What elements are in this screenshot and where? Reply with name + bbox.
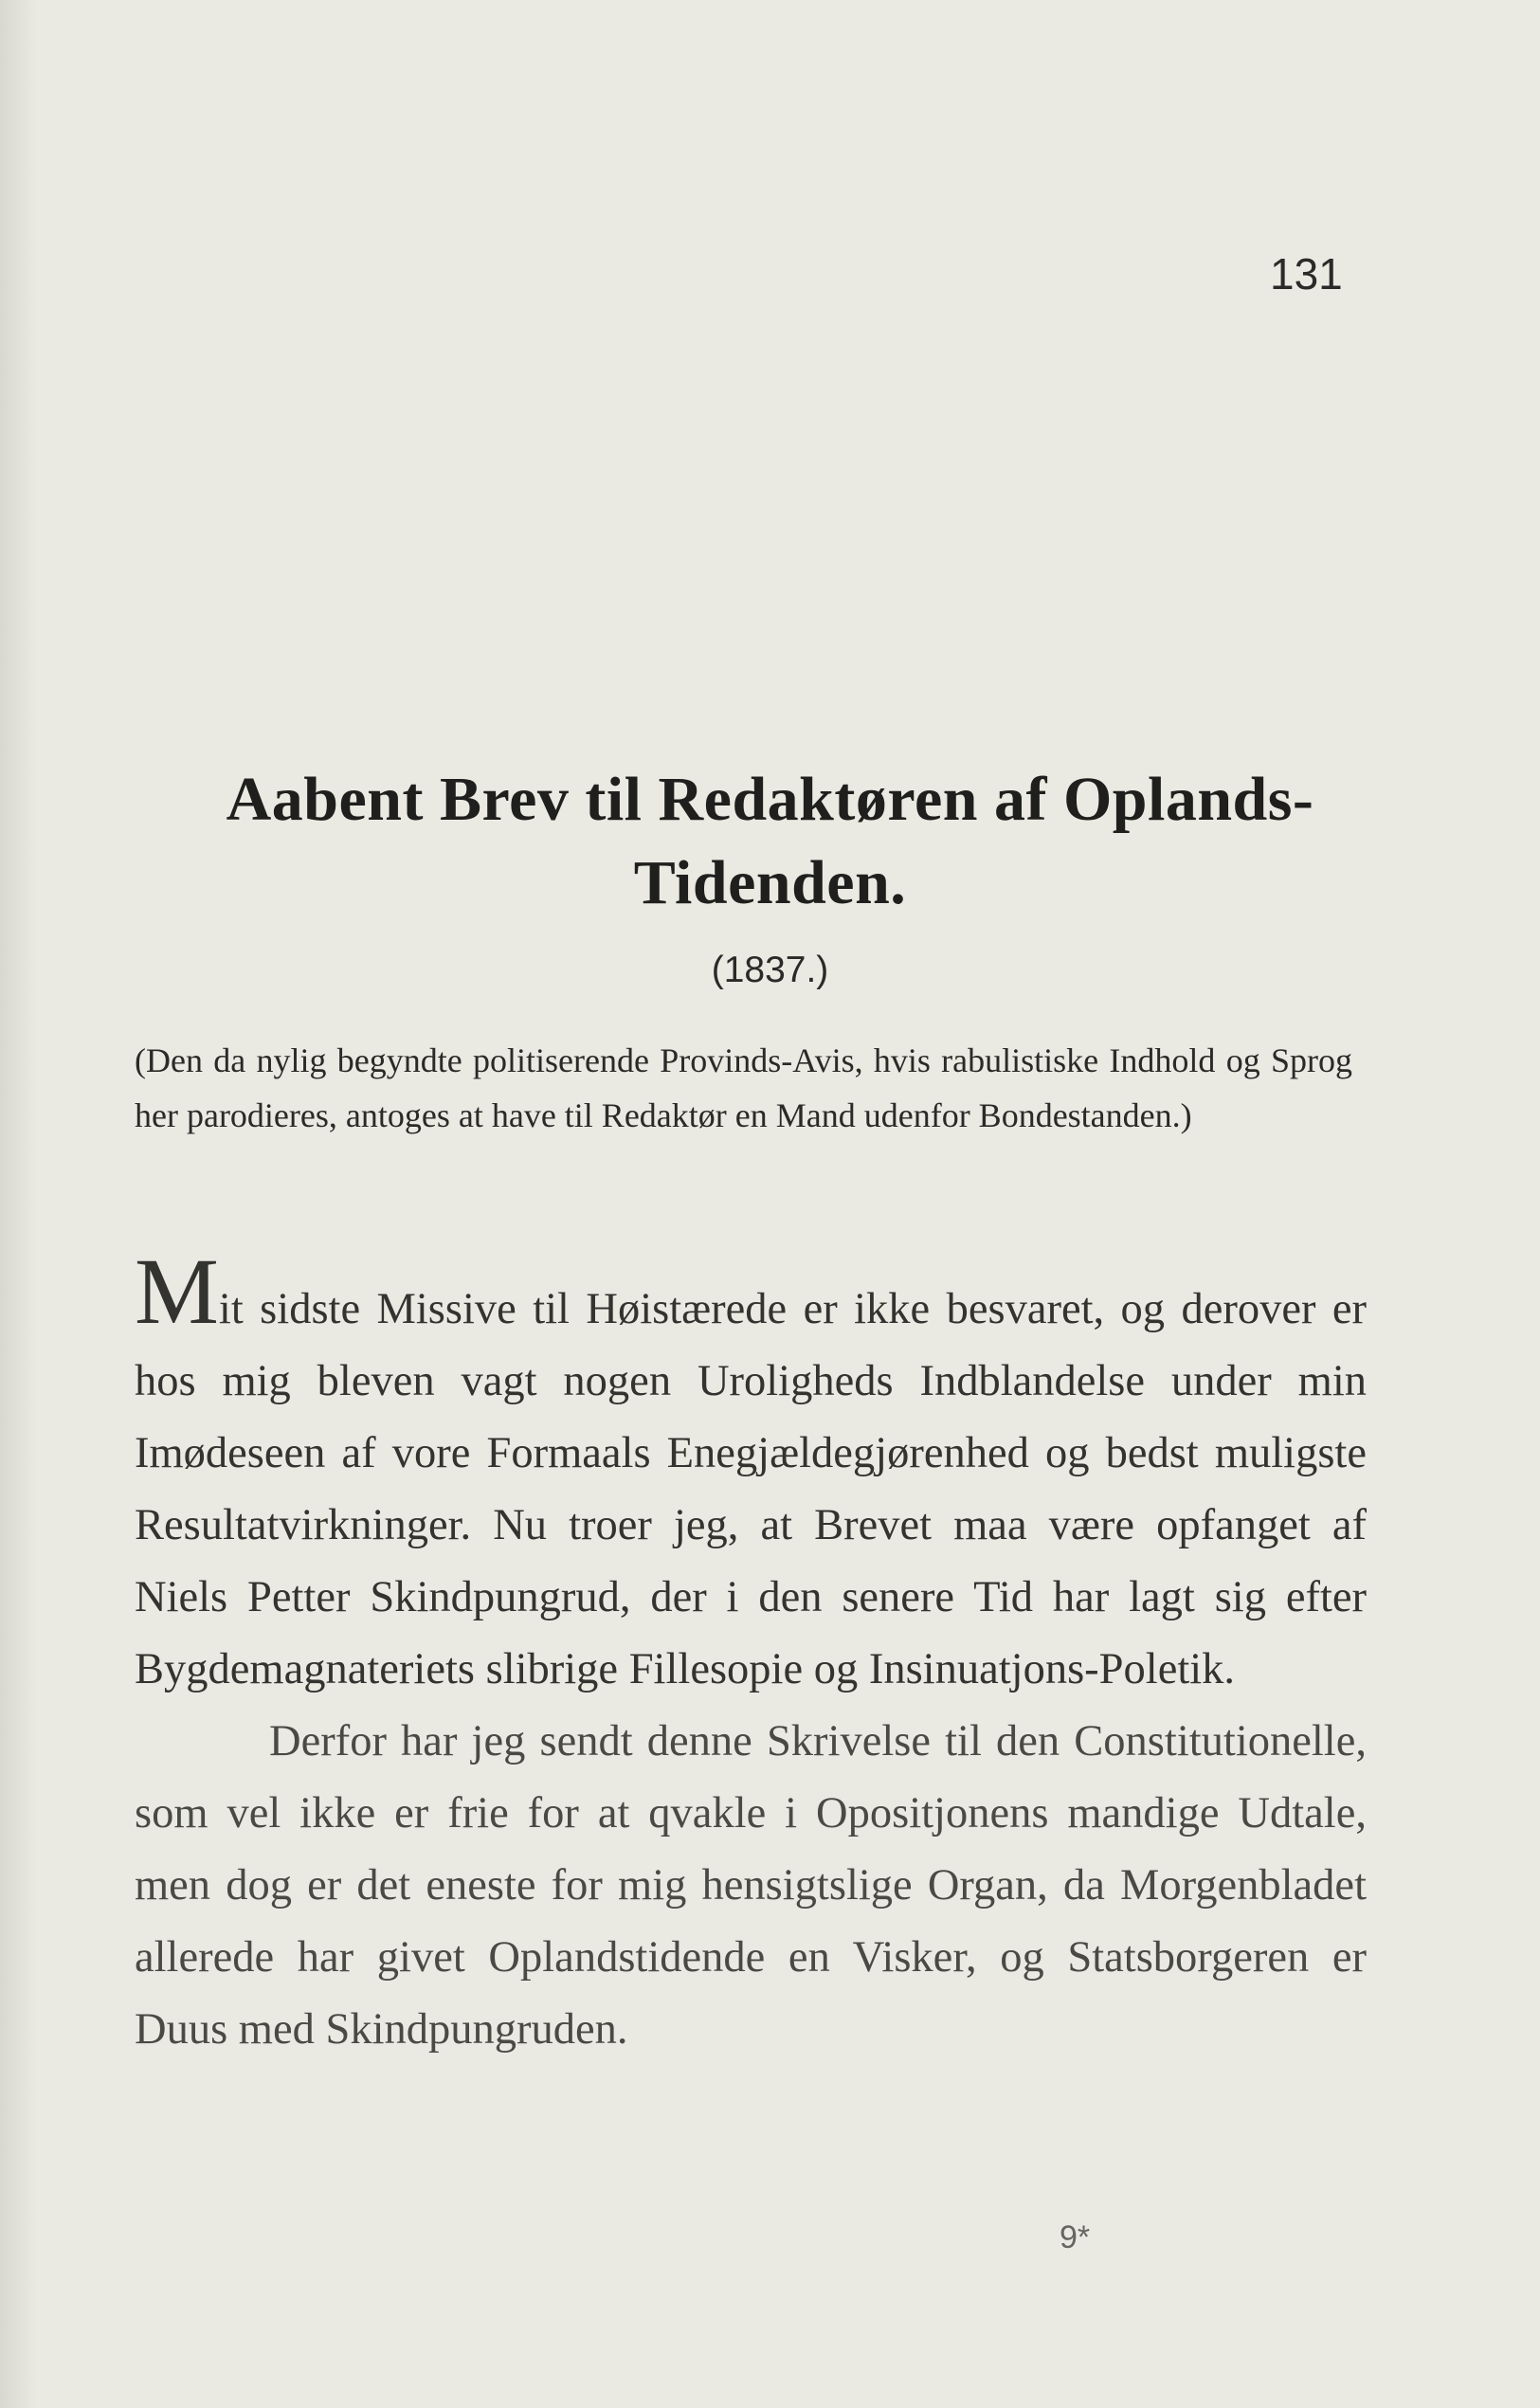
paragraph-2: Derfor har jeg sendt denne Skrivelse til den Constitutionelle, som vel ikke er frie for at qvakle i Opositjonens mandige Udtale, men dog er det eneste for mig hensigtslige Organ, da Morgenbladet allerede har givet Oplandstidende en Visker, og Statsborgeren er Duus med Skindpungruden. [135,1717,1367,2054]
article-year: (1837.) [711,950,829,990]
page-edge [0,0,38,2408]
page-number: 131 [1270,249,1343,299]
article-body [135,1239,1367,2066]
signature-mark: 9* [1060,2219,1091,2255]
article-title: Aabent Brev til Redaktøren af Oplands-Tidenden. [226,765,1314,917]
paragraph-1: Mit sidste Missive til Høistærede er ikke besvaret, og derover er hos mig bleven vagt nogen Uroligheds Indblandelse under min Imødeseen af vore Formaals Enegjældegjørenhed og bedst muligste Resultatvirkninger. Nu troer jeg, at Brevet maa være opfanget af Niels Petter Skindpungrud, der i den senere Tid har lagt sig efter Bygdemagnateriets slibrige Fillesopie og Insinuatjons-Poletik. [135,1239,1367,1693]
editorial-note: (Den da nylig begyndte politiserende Provinds-Avis, hvis rabulistiske Indhold og Sprog her parodieres, antoges at have til Redaktør en Mand udenfor Bondestanden.) [135,1041,1352,1134]
